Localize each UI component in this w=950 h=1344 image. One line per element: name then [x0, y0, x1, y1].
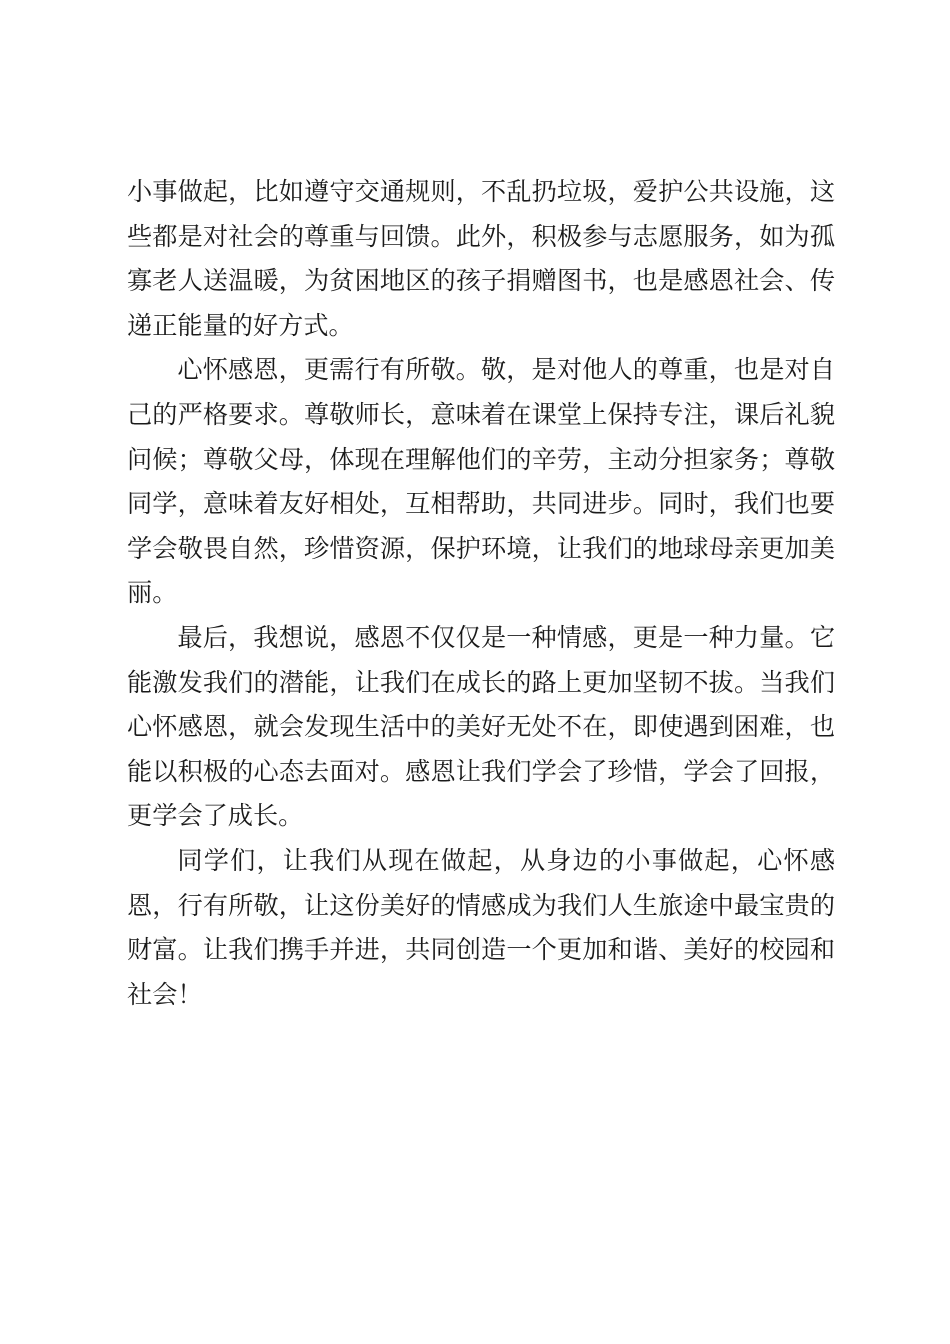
paragraph-1: 小事做起，比如遵守交通规则，不乱扔垃圾，爱护公共设施，这些都是对社会的尊重与回馈。此外，积极参与志愿服务，如为孤寡老人送温暖，为贫困地区的孩子捐赠图书，也是感恩社会、传递正能量的好方式。 [127, 177, 835, 340]
paragraph-4: 同学们，让我们从现在做起，从身边的小事做起，心怀感恩，行有所敬，让这份美好的情感成为我们人生旅途中最宝贵的财富。让我们携手并进，共同创造一个更加和谐、美好的校园和社会！ [127, 845, 835, 1009]
paragraph-2: 心怀感恩，更需行有所敬。敬，是对他人的尊重，也是对自己的严格要求。尊敬师长，意味着在课堂上保持专注，课后礼貌问候；尊敬父母，体现在理解他们的辛劳，主动分担家务；尊敬同学，意味着友好相处，互相帮助，共同进步。同时，我们也要学会敬畏自然，珍惜资源，保护环境，让我们的地球母亲更加美丽。 [127, 355, 835, 608]
document-body [127, 170, 835, 1017]
paragraph-3: 最后，我想说，感恩不仅仅是一种情感，更是一种力量。它能激发我们的潜能，让我们在成长的路上更加坚韧不拔。当我们心怀感恩，就会发现生活中的美好无处不在，即使遇到困难，也能以积极的心态去面对。感恩让我们学会了珍惜，学会了回报，更学会了成长。 [127, 622, 835, 831]
